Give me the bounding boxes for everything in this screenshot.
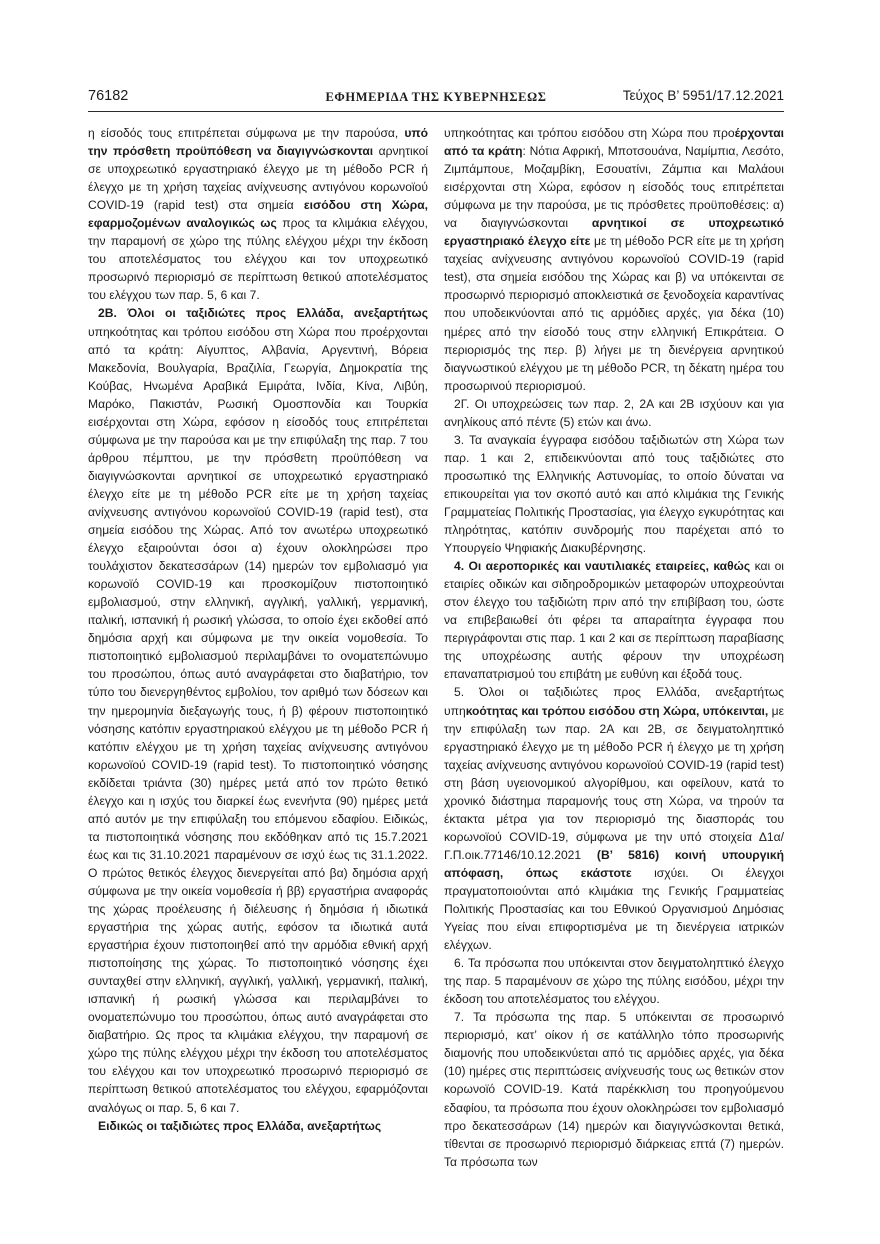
- header-rule: [88, 111, 784, 112]
- paragraph-3: 3. Τα αναγκαία έγγραφα εισόδου ταξιδιωτών στη Χώρα των παρ. 1 και 2, επιδεικνύονται από τους ταξιδιώτες στο προσωπικό της Ελληνικής Αστυνομίας, το οποίο δύναται να επικουρείται για τον σκοπό αυτό και από κλιμάκια της Γενικής Γραμματείας Πολιτικής Προστασίας, για έλεγχο εγκυρότητας και πληρότητας, κατόπιν συνδρομής που παρέχεται από το Υπουργείο Ψηφιακής Διακυβέρνησης.: [444, 432, 784, 556]
- page-header: [88, 86, 784, 108]
- page-number: 76182: [88, 88, 129, 104]
- text-run-bold: 2Β. Όλοι οι ταξιδιώτες προς Ελλάδα, ανεξαρτήτως: [98, 306, 428, 321]
- text-run: με την επιφύλαξη των παρ. 2Α και 2Β, σε δειγματοληπτικό εργαστηριακό έλεγχο με τη μέθοδο PCR ή έλεγχο με τη χρήση ταχείας ανίχνευσης αντιγόνου κορωνοϊού COVID-19 (rapid test) στη βάση υγειονομικού αλγορίθμου, και οφείλουν, κατά το χρονικό διάστημα παραμονής τους στη Χώρα, να τηρούν τα έκτακτα μέτρα για τον περιορισμό της διασποράς του κορωνοϊού COVID-19, σύμφωνα με την υπό στοιχεία Δ1α/Γ.Π.οικ.77146/10.12.2021: [444, 703, 784, 862]
- paragraph-7: 7. Τα πρόσωπα της παρ. 5 υπόκεινται σε προσωρινό περιορισμό, κατ’ οίκον ή σε κατάλληλο τόπο προσωρινής διαμονής που υποδεικνύεται από τις αρμόδιες αρχές, για δέκα (10) ημέρες στις περιπτώσεις ανίχνευσής τους ως θετικών στον κορωνοϊό COVID-19. Κατά παρέκκλιση του προηγούμενου εδαφίου, τα πρόσωπα που έχουν ολοκληρώσει τον εμβολιασμό προ δεκατεσσάρων (14) ημερών και διαγιγνώσκονται θετικά, τίθενται σε προσωρινό περιορισμό διάρκειας επτά (7) ημερών. Τα πρόσωπα των: [444, 1010, 784, 1169]
- issue-number: Τεύχος Β’ 5951/17.12.2021: [622, 88, 784, 103]
- text-run: : Νότια Αφρική, Μποτσουάνα, Ναμίμπια, Λεσότο, Ζιμπάμπουε, Μοζαμβίκη, Εσουατίνι, Ζάμπια και Μαλάουι εισέρχονται στη Χώρα, εφόσον η είσοδός τους επιτρέπεται σύμφωνα με την παρούσα, με τις πρόσθετες προϋποθέσεις: α) να διαγιγνώσκονται: [444, 144, 784, 231]
- paragraph-5: [444, 683, 784, 954]
- text-run-bold: υπό την πρόσθετη προϋπόθεση να διαγιγνώσκονται: [88, 126, 428, 159]
- paragraph-continuation: [444, 124, 784, 395]
- gazette-name: ΕΦΗΜΕΡΙΔΑ ΤΗΣ ΚΥΒΕΡΝΗΣΕΩΣ: [325, 90, 547, 104]
- text-run-bold: έρχονται από τα κράτη: [444, 126, 784, 159]
- text-run-bold: κοότητας και τρόπου εισόδου στη Χώρα, υπόκεινται,: [465, 703, 769, 718]
- paragraph-4: [444, 557, 784, 683]
- text-run: προς τα κλιμάκια ελέγχου, την παραμονή σε χώρο της πύλης ελέγχου μέχρι την έκδοση του αποτελέσματος του ελέγχου και τον υποχρεωτικό προσωρινό περιορισμό σε περίπτωση θετικού αποτελέσματος του ελέγχου των παρ. 5, 6 και 7.: [88, 216, 428, 303]
- text-run-bold: εισόδου στη Χώρα, εφαρμοζομένων αναλογικώς ως: [88, 198, 428, 231]
- text-run-bold: Ειδικώς οι ταξιδιώτες προς Ελλάδα, ανεξαρτήτως: [98, 1118, 382, 1133]
- text-run-bold: αρνητικοί σε υποχρεωτικό εργαστηριακό έλεγχο είτε: [444, 216, 784, 249]
- left-column: [88, 124, 428, 1135]
- text-run-bold: 4. Οι αεροπορικές και ναυτιλιακές εταιρείες, καθώς: [454, 559, 751, 574]
- text-run: η είσοδός τους επιτρέπεται σύμφωνα με την παρούσα,: [88, 126, 405, 140]
- paragraph-special-travellers: [88, 1117, 428, 1135]
- text-run: ισχύει. Οι έλεγχοι πραγματοποιούνται από κλιμάκια της Γενικής Γραμματείας Πολιτικής Προστασίας και του Εθνικού Οργανισμού Δημόσιας Υγείας που είναι επιφορτισμένα με τη διενέργεια ιατρικών ελέγχων.: [444, 865, 784, 953]
- text-run: αρνητικοί σε υποχρεωτικό εργαστηριακό έλεγχο με τη μέθοδο PCR ή έλεγχο με τη χρήση ταχείας ανίχνευσης αντιγόνου κορωνοϊού COVID-19 (rapid test) στα σημεία: [88, 144, 429, 213]
- text-run: και οι εταιρίες οδικών και σιδηροδρομικών μεταφορών υποχρεούνται στον έλεγχο του ταξιδιώτη πριν από την επιβίβαση του, ώστε να επιβεβαιωθεί ότι φέρει τα απαραίτητα έγγραφα που περιγράφονται στις παρ. 1 και 2 και σε περίπτωση παραβίασης της υποχρέωσης αυτής φέρουν την υποχρέωση επαναπατρισμού του επιβάτη με ευθύνη και έξοδά τους.: [444, 559, 784, 682]
- paragraph-continuation: [88, 124, 428, 304]
- text-run-bold: (Β’ 5816) κοινή υπουργική απόφαση, όπως εκάστοτε: [444, 847, 784, 880]
- text-run: 5. Όλοι οι ταξιδιώτες προς Ελλάδα, ανεξαρτήτως υπη: [444, 685, 784, 718]
- text-run: με τη μέθοδο PCR είτε με τη χρήση ταχείας ανίχνευσης αντιγόνου κορωνοϊού COVID-19 (rapid test), στα σημεία εισόδου της Χώρας και β) να υπόκεινται σε προσωρινό περιορισμό αποκλειστικά σε ξενοδοχεία καραντίνας που υποδεικνύονται από τις αρμόδιες αρχές, για δέκα (10) ημέρες από την είσοδό τους στην ελληνική Επικράτεια. Ο περιορισμός της περ. β) λήγει με τη διενέργεια αρνητικού διαγνωστικού ελέγχου με τη μέθοδο PCR, τη δέκατη ημέρα του προσωρινού περιορισμού.: [444, 234, 784, 393]
- text-run: υπηκοότητας και τρόπου εισόδου στη Χώρα που προ: [444, 126, 735, 140]
- paragraph-6: 6. Τα πρόσωπα που υπόκεινται στον δειγματοληπτικό έλεγχο της παρ. 5 παραμένουν σε χώρο της πύλης εισόδου, μέχρι την έκδοση του αποτελέσματος του ελέγχου.: [444, 956, 784, 1007]
- paragraph-2b: [88, 304, 428, 1116]
- text-run: υπηκοότητας και τρόπου εισόδου στη Χώρα που προέρχονται από τα κράτη: Αίγυπτος, Αλβανία, Αργεντινή, Βόρεια Μακεδονία, Βουλγαρία, Βραζιλία, Γεωργία, Δημοκρατία της Κούβας, Ηνωμένα Αραβικά Εμιράτα, Ινδία, Κίνα, Λιβύη, Μαρόκο, Πακιστάν, Ρωσική Ομοσπονδία και Τουρκία εισέρχονται στη Χώρα, εφόσον η είσοδός τους επιτρέπεται σύμφωνα με την παρούσα και με την επιφύλαξη της παρ. 7 του άρθρου πέμπτου, με την πρόσθετη προϋπόθεση να διαγιγνώσκονται αρνητικοί σε υποχρεωτικό εργαστηριακό έλεγχο είτε με τη μέθοδο PCR είτε με τη χρήση ταχείας ανίχνευσης αντιγόνου κορωνοϊού COVID-19 (rapid test), στα σημεία εισόδου της Χώρας. Από τον ανωτέρω υποχρεωτικό έλεγχο εξαιρούνται όσοι α) έχουν ολοκληρώσει προ τουλάχιστον δεκατεσσάρων (14) ημερών τον εμβολιασμό για κορωνοϊό COVID-19 και προσκομίζουν πιστοποιητικό εμβολιασμού, στην ελληνική, αγγλική, γαλλική, γερμανική, ιταλική, ισπανική ή ρωσική γλώσσα, το οποίο έχει εκδοθεί από δημόσια αρχή και σύμφωνα με την οικεία νομοθεσία. Το πιστοποιητικό εμβολιασμού περιλαμβάνει το ονοματεπώνυμο του προσώπου, όπως αυτό αναγράφεται στο διαβατήριο, τον τύπο του διενεργηθέντος εμβολίου, τον αριθμό των δόσεων και την ημερομηνία διεξαγωγής τους, ή β) φέρουν πιστοποιητικό νόσησης κατόπιν εργαστηριακού ελέγχου με τη μέθοδο PCR ή κατόπιν ελέγχου με τη χρήση ταχείας ανίχνευσης αντιγόνου κορωνοϊού COVID-19 (rapid test). Το πιστοποιητικό νόσησης εκδίδεται τριάντα (30) ημέρες μετά από τον πρώτο θετικό έλεγχο και η ισχύς του διαρκεί έως ενενήντα (90) ημέρες μετά από αυτόν με την επιφύλαξη του επόμενου εδαφίου. Ειδικώς, τα πιστοποιητικά νόσησης που εκδόθηκαν από τις 15.7.2021 έως και τις 31.10.2021 παραμένουν σε ισχύ έως τις 31.1.2022. Ο πρώτος θετικός έλεγχος διενεργείται από βα) δημόσια αρχή σύμφωνα με την οικεία νομοθεσία ή ββ) εργαστήρια αναφοράς της χώρας προέλευσης ή διέλευσης ή δημόσια ή ιδιωτικά εργαστήρια της χώρας αυτής, εφόσον τα ιδιωτικά αυτά εργαστήρια έχουν πιστοποιηθεί από την αρμόδια εθνική αρχή πιστοποίησης της χώρας. Το πιστοποιητικό νόσησης έχει συνταχθεί στην ελληνική, αγγλική, γαλλική, γερμανική, ιταλική, ισπανική ή ρωσική γλώσσα και περιλαμβάνει το ονοματεπώνυμο του προσώπου, όπως αυτό αναγράφεται στο διαβατήριο. Ως προς τα κλιμάκια ελέγχου, την παραμονή σε χώρο της πύλης ελέγχου μέχρι την έκδοση του αποτελέσματος του ελέγχου και τον υποχρεωτικό προσωρινό περιορισμό σε περίπτωση θετικού αποτελέσματος του ελέγχου, εφαρμόζονται αναλόγως οι παρ. 5, 6 και 7.: [88, 324, 428, 1115]
- paragraph-2g: 2Γ. Οι υποχρεώσεις των παρ. 2, 2Α και 2Β ισχύουν και για ανηλίκους από πέντε (5) ετών και άνω.: [444, 396, 784, 429]
- right-column: [444, 124, 784, 1171]
